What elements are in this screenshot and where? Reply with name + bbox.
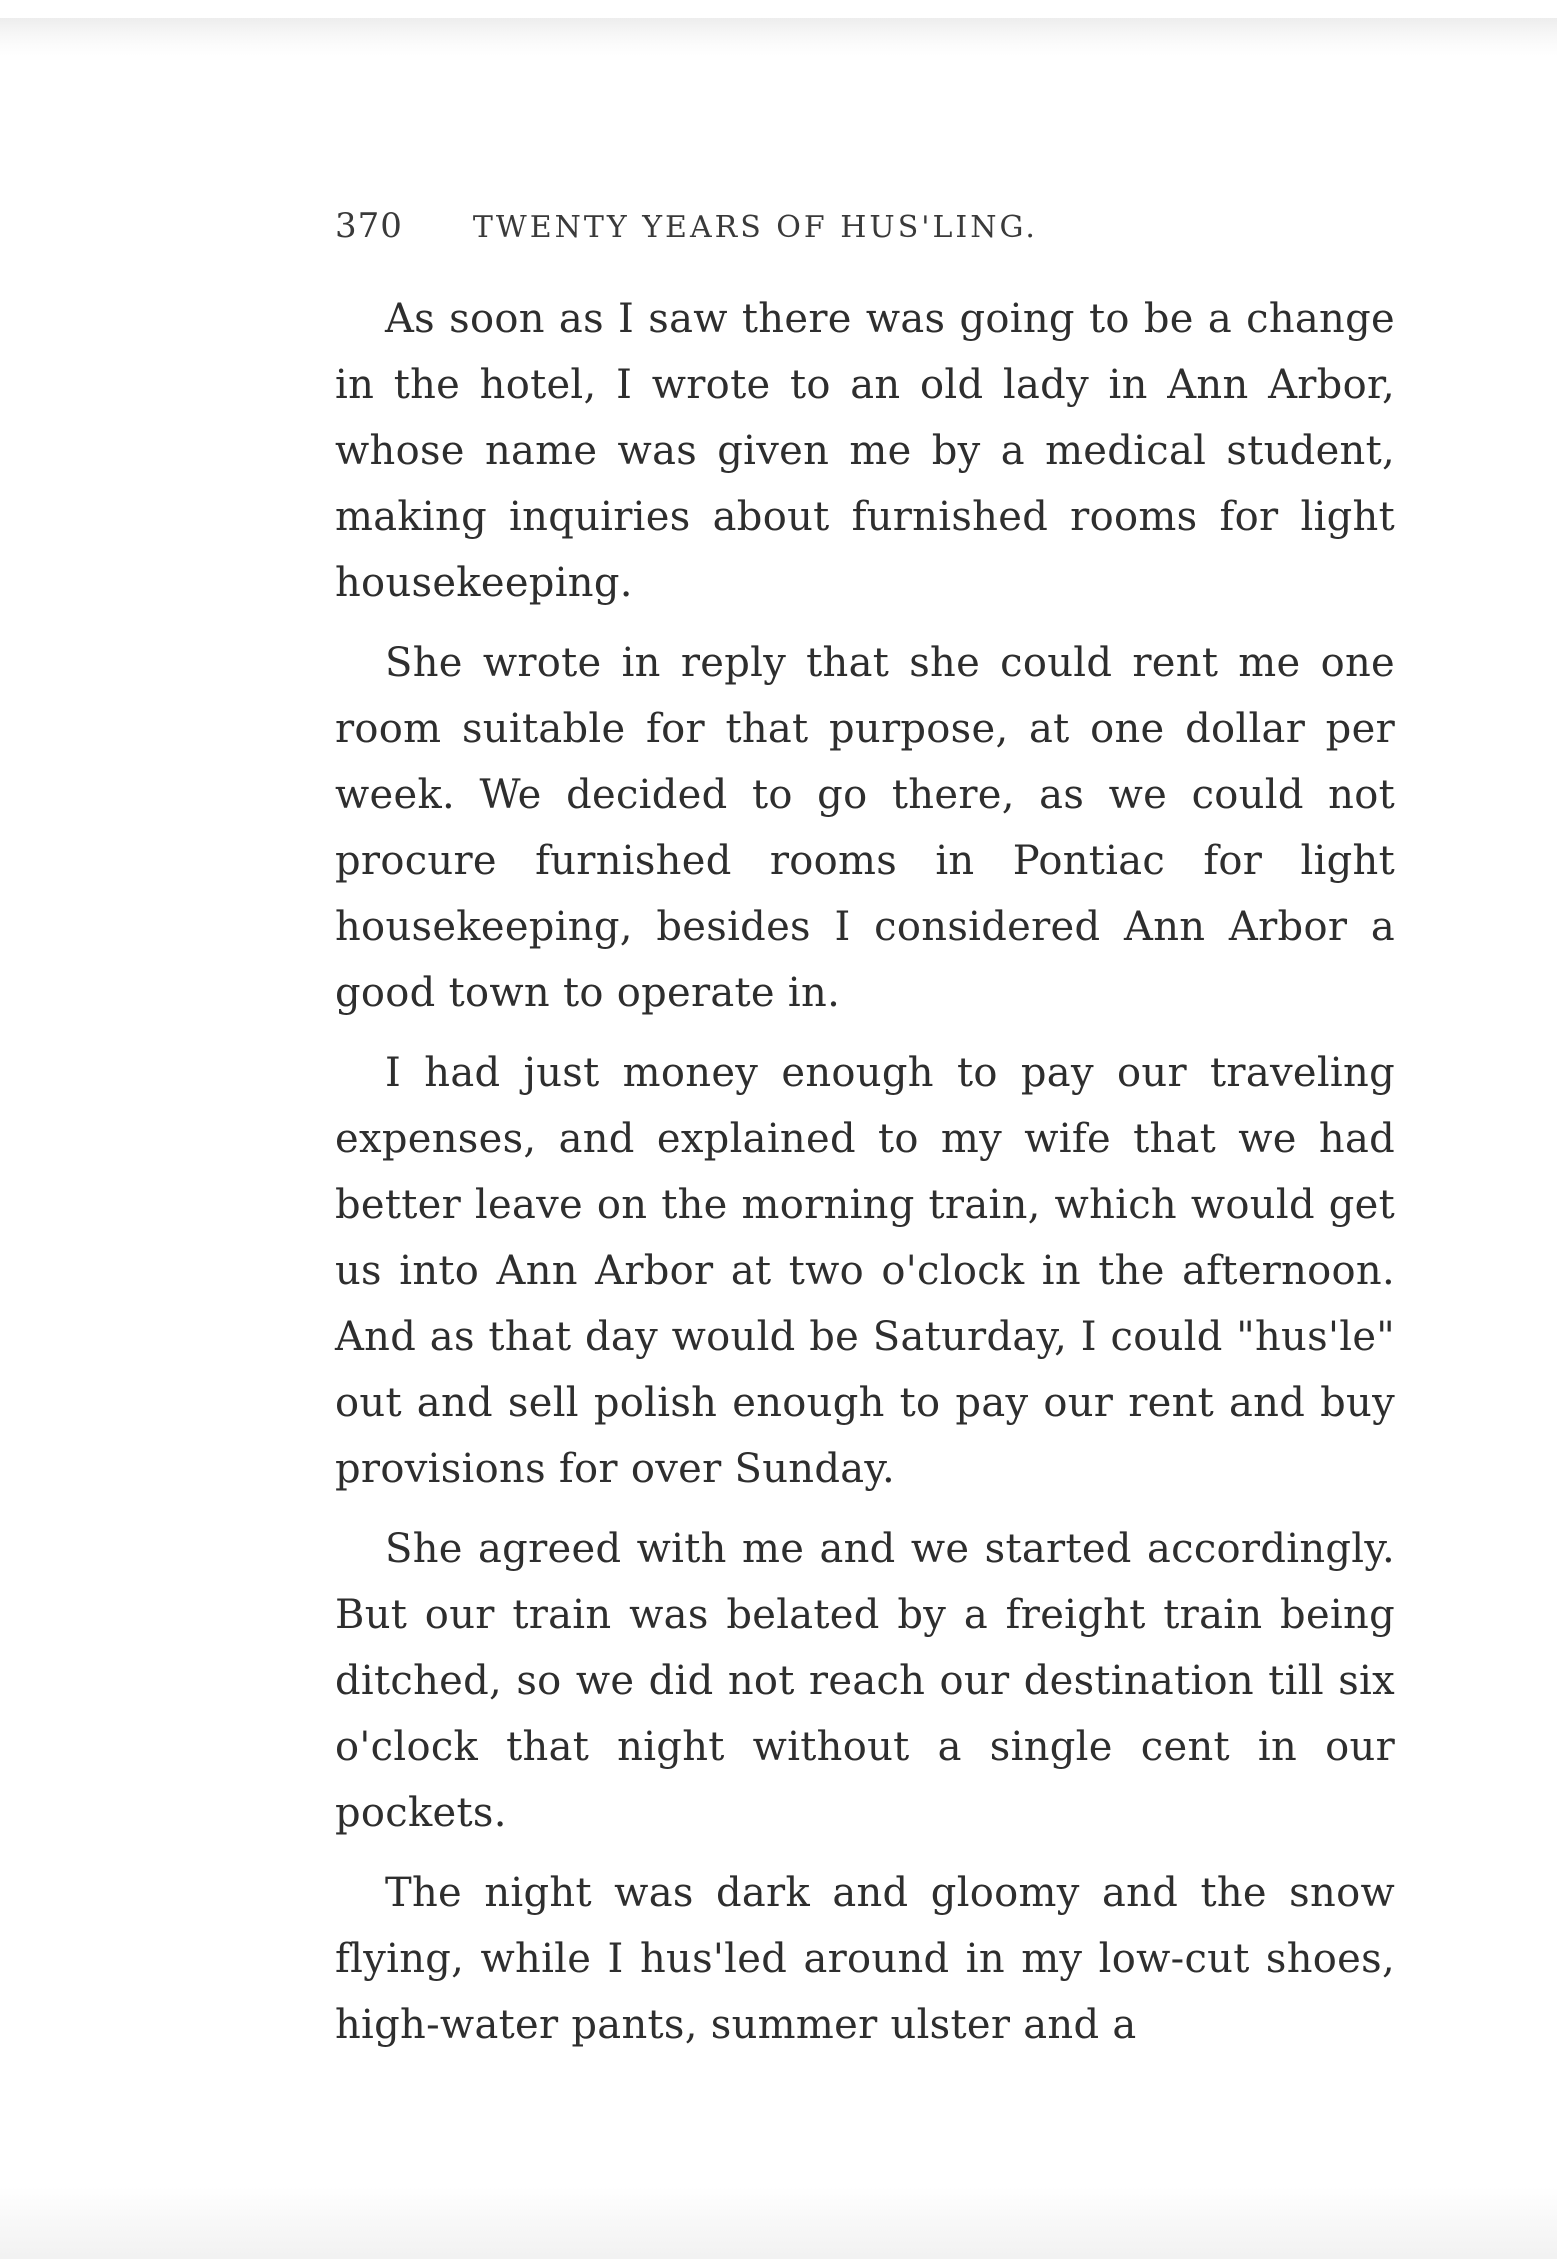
paragraph-3: I had just money enough to pay our traveling expenses, and explained to my wife that we had better leave on the morning train, which would get us into Ann Arbor at two o'clock in the afternoon. And as that day would be Saturday, I could "hus'le" out and sell polish enough to pay our rent and buy provisions for over Sunday. [335,1050,1395,1492]
paragraph-1: As soon as I saw there was going to be a change in the hotel, I wrote to an old lady in Ann Arbor, whose name was given me by a medical student, making inquiries about furnished rooms for light housekeeping. [335,296,1395,606]
page-title: TWENTY YEARS OF HUS'LING. [472,210,1038,245]
paragraph-4: She agreed with me and we started accordingly. But our train was belated by a freight train being ditched, so we did not reach our destination till six o'clock that night without a single cent in our pockets. [335,1526,1395,1836]
paragraph-2: She wrote in reply that she could rent me one room suitable for that purpose, at one dollar per week. We decided to go there, as we could not procure furnished rooms in Pontiac for light housekeeping, besides I considered Ann Arbor a good town to operate in. [335,640,1395,1016]
body-text [335,286,1395,2058]
scan-edge-bottom [0,2187,1557,2259]
running-head [335,206,1395,246]
scan-edge-top [0,18,1557,56]
paragraph-5: The night was dark and gloomy and the snow flying, while I hus'led around in my low-cut shoes, high-water pants, summer ulster and a [335,1870,1395,2048]
book-page [335,206,1395,2072]
page-number: 370 [335,206,403,246]
